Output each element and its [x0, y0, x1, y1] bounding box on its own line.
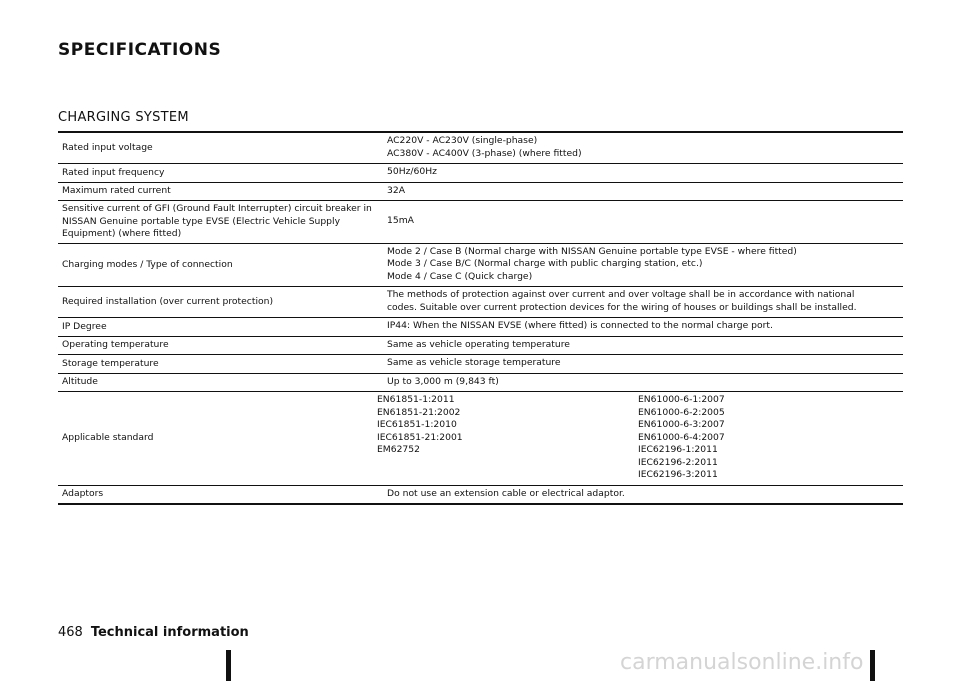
value-line: Up to 3,000 m (9,843 ft): [387, 375, 499, 387]
value-line: Do not use an extension cable or electrical adaptor.: [387, 487, 625, 499]
value-line: IEC61851-1:2010: [377, 419, 457, 430]
row-label: Rated input voltage: [62, 141, 153, 153]
value-line: IP44: When the NISSAN EVSE (where fitted) is connected to the normal charge port.: [387, 320, 773, 331]
row-label: Sensitive current of GFI (Ground Fault Interrupter) circuit breaker in NISSAN Genuine portable type EVSE (Electric Vehicle Supply Equipment) (where fitted): [62, 203, 372, 239]
value-line: AC220V - AC230V (single-phase): [387, 135, 538, 146]
value-line: EN61000-6-1:2007: [638, 394, 725, 405]
row-value: [383, 355, 903, 373]
table-row: [58, 201, 903, 244]
row-value: [383, 337, 903, 355]
section-title: CHARGING SYSTEM: [58, 110, 189, 125]
table-row: [58, 486, 903, 506]
table-row: [58, 392, 903, 486]
table-row: [58, 355, 903, 374]
row-value: [383, 133, 903, 163]
row-label: IP Degree: [62, 320, 107, 332]
row-value: [383, 374, 903, 392]
row-value: [383, 318, 903, 336]
table-row: [58, 164, 903, 183]
standard-column-2: [638, 394, 899, 482]
edge-marker: [226, 650, 231, 681]
value-line: EN61851-1:2011: [377, 394, 455, 405]
table-row: [58, 287, 903, 318]
watermark: carmanualsonline.info: [620, 650, 864, 675]
row-label: Maximum rated current: [62, 185, 171, 196]
value-line: IEC62196-3:2011: [638, 469, 718, 480]
value-line: Same as vehicle operating temperature: [387, 338, 570, 350]
row-value: [373, 392, 903, 485]
value-line: EN61000-6-4:2007: [638, 431, 725, 443]
page-title: SPECIFICATIONS: [58, 40, 222, 60]
value-line: The methods of protection against over current and over voltage shall be in accordance with national: [387, 289, 855, 300]
value-line: Mode 4 / Case C (Quick charge): [387, 270, 533, 282]
row-value: [383, 244, 903, 287]
row-label: Adaptors: [62, 488, 104, 499]
value-line: 15mA: [387, 215, 414, 226]
row-value: [383, 183, 903, 201]
row-label: Rated input frequency: [62, 166, 165, 178]
value-line: 32A: [387, 184, 405, 196]
value-line: IEC62196-1:2011: [638, 444, 718, 455]
value-line: IEC61851-21:2001: [377, 431, 463, 443]
value-line: Mode 2 / Case B (Normal charge with NISSAN Genuine portable type EVSE - where fitted): [387, 245, 797, 257]
standard-column-1: [377, 394, 638, 482]
page-footer: [58, 625, 249, 640]
value-line: Same as vehicle storage temperature: [387, 357, 561, 368]
table-row: [58, 133, 903, 164]
value-line: codes. Suitable over current protection devices for the wiring of houses or buildings shall be installed.: [387, 301, 857, 313]
page-number: 468: [58, 625, 83, 640]
row-value: [383, 201, 903, 243]
row-label: Operating temperature: [62, 339, 169, 350]
row-label: Charging modes / Type of connection: [62, 258, 233, 270]
value-line: EN61851-21:2002: [377, 406, 461, 418]
value-line: IEC62196-2:2011: [638, 456, 718, 468]
row-value: [383, 164, 903, 182]
table-row: [58, 374, 903, 393]
value-line: EM62752: [377, 444, 420, 455]
value-line: Mode 3 / Case B/C (Normal charge with public charging station, etc.): [387, 258, 703, 269]
value-line: 50Hz/60Hz: [387, 166, 437, 177]
table-row: [58, 244, 903, 288]
row-label: Applicable standard: [62, 432, 154, 443]
row-value: [383, 287, 903, 317]
value-line: AC380V - AC400V (3-phase) (where fitted): [387, 147, 582, 159]
spec-table: [58, 131, 903, 505]
table-row: [58, 183, 903, 202]
value-line: EN61000-6-3:2007: [638, 419, 725, 430]
row-value: [383, 486, 903, 504]
table-row: [58, 337, 903, 356]
table-row: [58, 318, 903, 337]
row-label: Storage temperature: [62, 357, 159, 369]
edge-marker: [870, 650, 875, 681]
value-line: EN61000-6-2:2005: [638, 406, 725, 418]
footer-title: Technical information: [90, 625, 249, 640]
row-label: Altitude: [62, 376, 98, 387]
row-label: Required installation (over current protection): [62, 295, 274, 307]
